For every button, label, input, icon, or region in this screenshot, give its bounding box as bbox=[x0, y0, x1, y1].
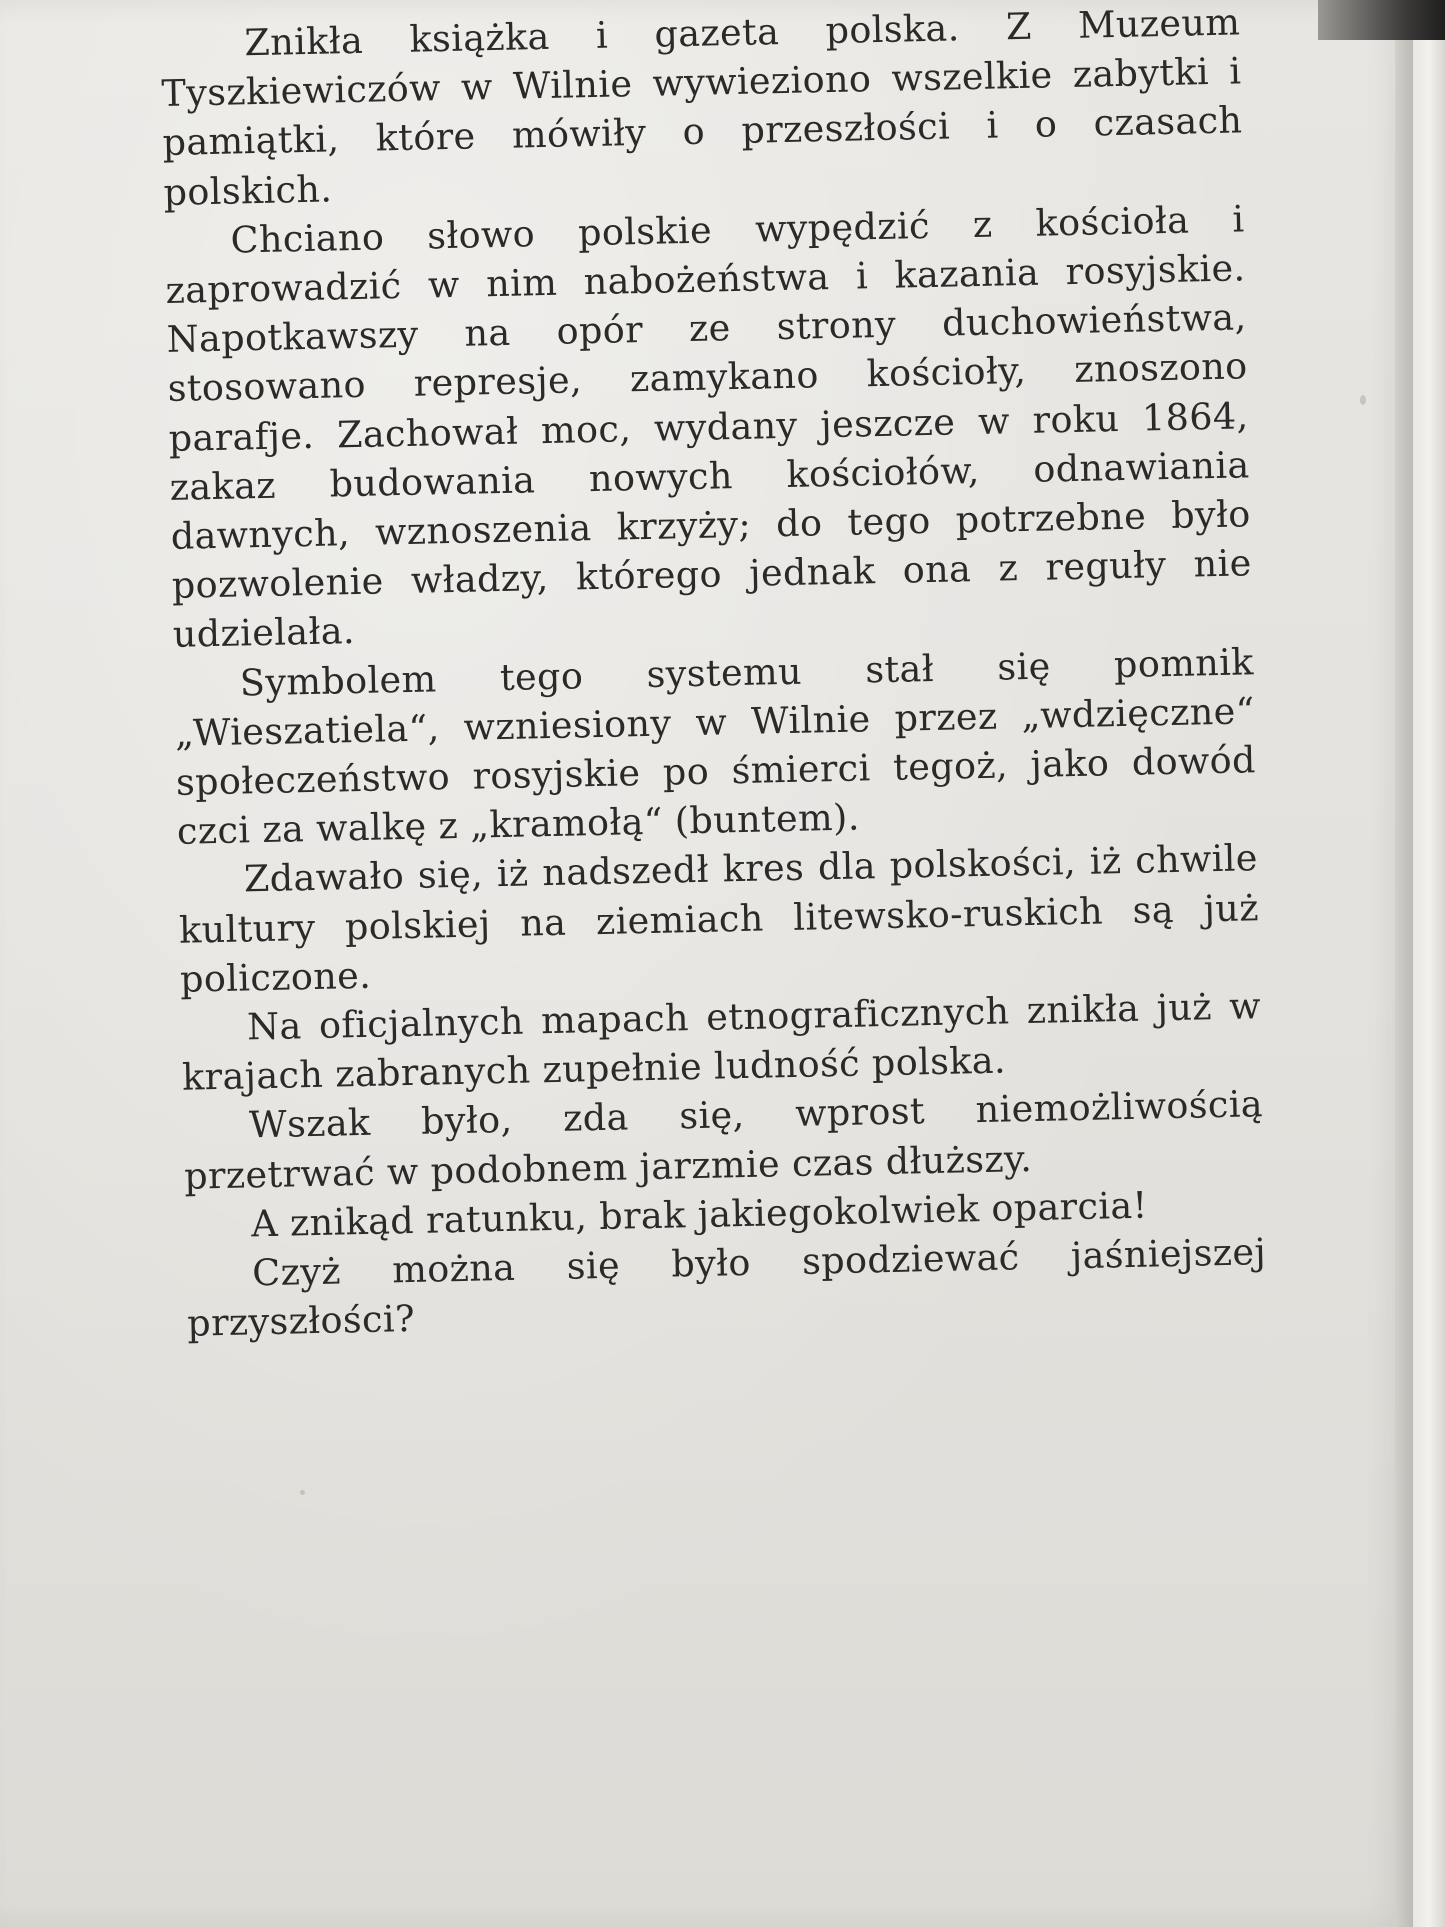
paragraph-6: Wszak było, zda się, wprost niemożliwością przetrwać w podobnem jarzmie czas dłuższy. bbox=[183, 1082, 1264, 1198]
paragraph-1: Znikła książka i gazeta polska. Z Muzeum Tyszkiewiczów w Wilnie wywieziono wszelkie zabytki i pamiątki, które mówiły o przeszłości i o czasach polskich. bbox=[161, 0, 1243, 214]
paragraph-3: Symbolem tego systemu stał się pomnik „Wieszatiela“, wzniesiony w Wilnie przez „wdzięczne“ społeczeństwo rosyjskie po śmierci tegoż, jako dowód czci za walkę z „kramołą“ (buntem). bbox=[174, 639, 1257, 854]
background-corner bbox=[1318, 0, 1445, 40]
paper-spot bbox=[300, 1490, 305, 1495]
paragraph-7: A znikąd ratunku, brak jakiegokolwiek oparcia! bbox=[250, 1183, 1149, 1246]
paragraph-4: Zdawało się, iż nadszedł kres dla polskości, iż chwile kultury polskiej na ziemiach litewsko-ruskich są już policzone. bbox=[178, 836, 1260, 1001]
paragraph-5: Na oficjalnych mapach etnograficznych znikła już w krajach zabranych zupełnie ludność polska. bbox=[181, 984, 1262, 1100]
paragraph-2: Chciano słowo polskie wypędzić z kościoła i zaprowadzić w nim nabożeństwa i kazania rosyjskie. Napotkawszy na opór ze strony duchowieństwa, stosowano represje, zamykano kościoły, znoszono parafje. Zachował moc, wydany jeszcze w roku 1864, zakaz budowania nowych kościołów, odnawiania dawnych, wznoszenia krzyży; do tego potrzebne było pozwolenie władzy, którego jednak ona z reguły nie udzielała. bbox=[165, 197, 1253, 657]
paper-spot bbox=[1360, 395, 1366, 405]
page-text bbox=[160, 0, 1268, 1348]
next-page-edge bbox=[1413, 0, 1445, 1927]
page-edge-shadow bbox=[1395, 0, 1413, 1927]
paragraph-8: Czyż można się było spodziewać jaśniejszej przyszłości? bbox=[186, 1230, 1267, 1345]
